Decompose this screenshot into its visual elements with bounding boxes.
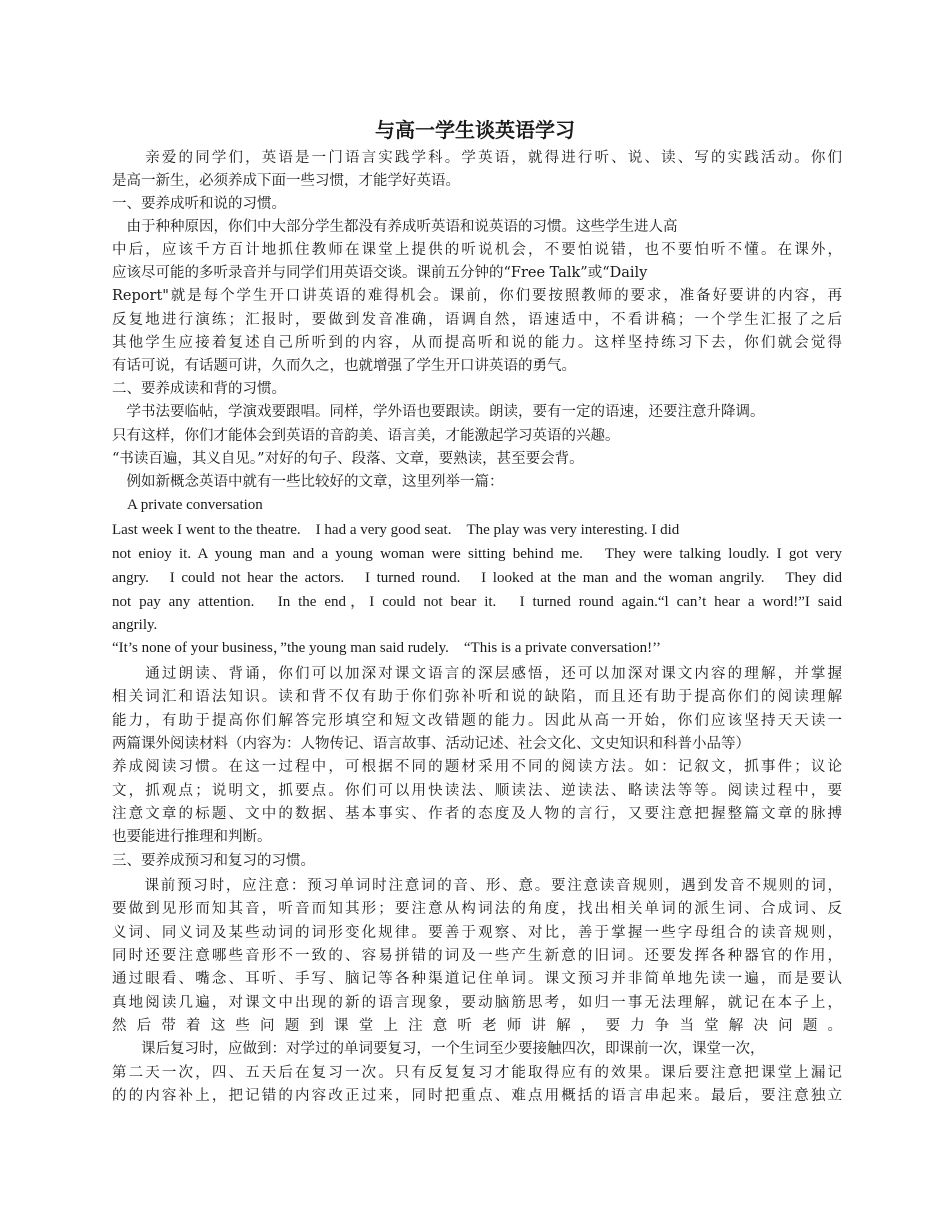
passage-line: angrily. — [112, 617, 158, 633]
paragraph-line: 例如新概念英语中就有一些比较好的文章，这里列举一篇： — [112, 474, 504, 490]
paragraph-line: 通过眼看、嘴念、耳听、手写、脑记等各种渠道记住单词。课文预习并非简单地先读一遍，而是要认 — [112, 971, 842, 987]
paragraph-line: 的的内容补上，把记错的内容改正过来，同时把重点、难点用概括的语言串起来。最后，要注意独立 — [112, 1088, 842, 1104]
passage-line: Last week I went to the theatre. I had a very good seat. The play was very interesting. I did — [112, 522, 680, 538]
passage-line: angry. I could not hear the actors. I turned round. I looked at the man and the woman angrily. They did — [112, 570, 842, 586]
paragraph-line: 第二天一次，四、五天后在复习一次。只有反复复习才能取得应有的效果。课后要注意把课堂上漏记 — [112, 1065, 842, 1081]
paragraph-line: 中后，应该千方百计地抓住教师在课堂上提供的听说机会，不要怕说错，也不要怕听不懂。在课外， — [112, 242, 842, 258]
paragraph-line: 只有这样，你们才能体会到英语的音韵美、语言美，才能激起学习英语的兴趣。 — [112, 428, 620, 444]
paragraph-line: 其他学生应接着复述自己所听到的内容，从而提高听和说的能力。这样坚持练习下去，你们就会觉得 — [112, 335, 842, 351]
paragraph-line: 应该尽可能的多听录音并与同学们用英语交谈。课前五分钟的“Free Talk”或“Daily — [112, 265, 648, 281]
paragraph-line: 也要能进行推理和判断。 — [112, 829, 272, 845]
paragraph-line: 然后带着这些问题到课堂上注意听老师讲解，要力争当堂解决问题。 — [112, 1018, 842, 1034]
paragraph-line: Report"就是每个学生开口讲英语的难得机会。课前，你们要按照教师的要求，准备好要讲的内容，再 — [112, 288, 842, 304]
paragraph-line: 课后复习时，应做到：对学过的单词要复习，一个生词至少要接触四次，即课前一次，课堂一次， — [112, 1041, 765, 1057]
paragraph-line: 课前预习时，应注意：预习单词时注意词的音、形、意。要注意读音规则，遇到发音不规则的词， — [112, 878, 842, 894]
paragraph-line: 真地阅读几遍，对课文中出现的新的语言现象，要动脑筋思考，如归一事无法理解，就记在本子上， — [112, 995, 842, 1011]
paragraph-line: 注意文章的标题、文中的数据、基本事实、作者的态度及人物的言行，又要注意把握整篇文章的脉搏 — [112, 806, 842, 822]
paragraph-line: 能力，有助于提高你们解答完形填空和短文改错题的能力。因此从高一开始，你们应该坚持天天读一 — [112, 713, 842, 729]
paragraph-line: 有话可说，有话题可讲，久而久之，也就增强了学生开口讲英语的勇气。 — [112, 358, 576, 374]
paragraph-line: 学书法要临帖，学演戏要跟唱。同样，学外语也要跟读。朗读，要有一定的语速，还要注意升降调。 — [112, 404, 765, 420]
section-heading: 三、要养成预习和复习的习惯。 — [112, 853, 315, 869]
passage-line: not enioy it. A young man and a young woman were sitting behind me. They were talking loudly. I got very — [112, 546, 842, 562]
paragraph-line: 养成阅读习惯。在这一过程中，可根据不同的题材采用不同的阅读方法。如：记叙文，抓事件；议论 — [112, 759, 842, 775]
paragraph-line: “书读百遍，其义自见。”对好的句子、段落、文章，要熟读，甚至要会背。 — [112, 451, 584, 467]
paragraph-line: 通过朗读、背诵，你们可以加深对课文语言的深层感悟，还可以加深对课文内容的理解，并掌握 — [112, 666, 842, 682]
section-heading: 一、要养成听和说的习惯。 — [112, 196, 286, 212]
page-title: 与高一学生谈英语学习 — [375, 118, 575, 142]
paragraph-line: 同时还要注意哪些音形不一致的、容易拼错的词及一些产生新意的旧词。还要发挥各种器官的作用， — [112, 948, 842, 964]
passage-line: not pay any attention. In the end，I could not bear it. I turned round again.“l can’t hear a word!”I said — [112, 594, 842, 610]
paragraph-line: 两篇课外阅读材料（内容为：人物传记、语言故事、活动记述、社会文化、文史知识和科普小品等） — [112, 736, 750, 752]
intro-paragraph-line: 亲爱的同学们，英语是一门语言实践学科。学英语，就得进行听、说、读、写的实践活动。你们 — [112, 150, 842, 166]
paragraph-line: 相关词汇和语法知识。读和背不仅有助于你们弥补听和说的缺陷，而且还有助于提高你们的阅读理解 — [112, 689, 842, 705]
paragraph-line: 文，抓观点；说明文，抓要点。你们可以用快读法、顺读法、逆读法、略读法等等。阅读过程中，要 — [112, 783, 842, 799]
passage-line: “It’s none of your business，”the young man said rudely. “This is a private conversation!’’ — [112, 640, 662, 656]
section-heading: 二、要养成读和背的习惯。 — [112, 381, 286, 397]
passage-title: A private conversation — [112, 497, 263, 513]
paragraph-line: 要做到见形而知其音，听音而知其形；要注意从构词法的角度，找出相关单词的派生词、合成词、反 — [112, 901, 842, 917]
paragraph-line: 义词、同义词及某些动词的词形变化规律。要善于观察、对比，善于掌握一些字母组合的读音规则， — [112, 925, 842, 941]
paragraph-line: 由于种种原因，你们中大部分学生都没有养成听英语和说英语的习惯。这些学生进人高 — [112, 219, 678, 235]
paragraph-line: 是高一新生，必须养成下面一些习惯，才能学好英语。 — [112, 173, 460, 189]
paragraph-line: 反复地进行演练；汇报时，要做到发音准确，语调自然，语速适中，不看讲稿；一个学生汇报了之后 — [112, 312, 842, 328]
